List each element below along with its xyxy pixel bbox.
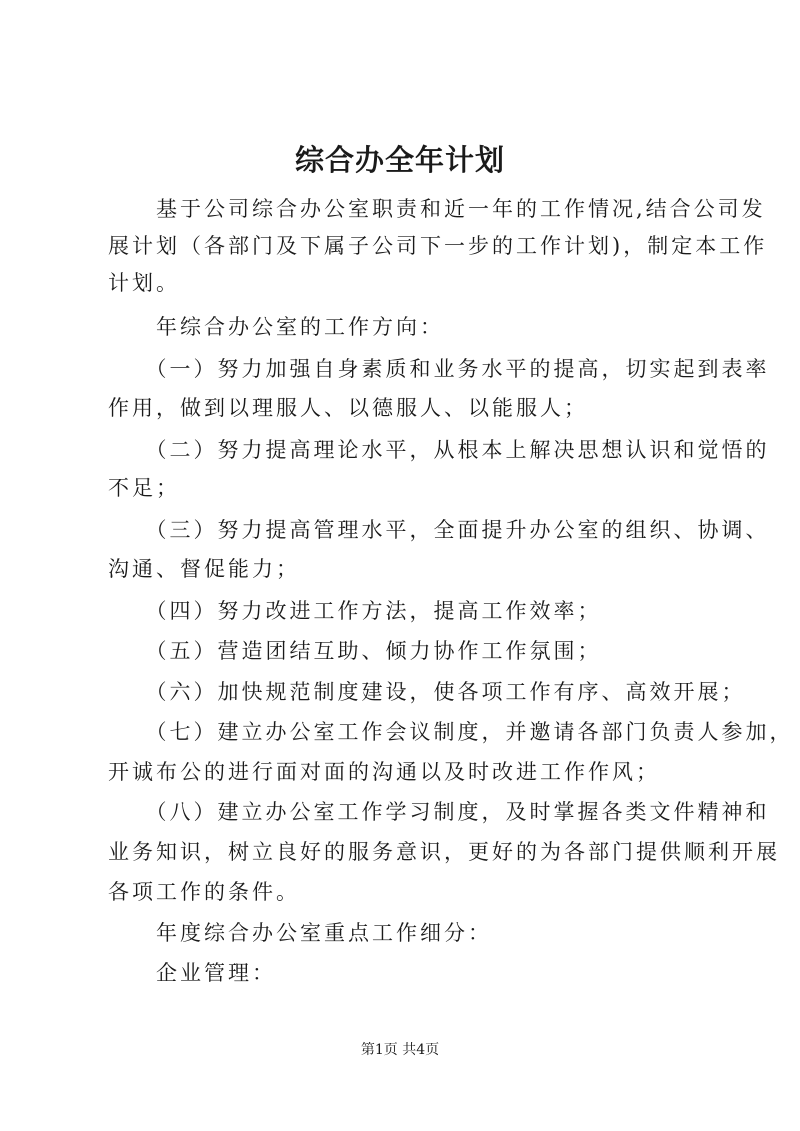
body-line: （七）建立办公室工作会议制度，并邀请各部门负责人参加，: [108, 720, 794, 744]
body-line: 基于公司综合办公室职责和近一年的工作情况,结合公司发: [108, 197, 766, 221]
body-line: （三）努力提高管理水平，全面提升办公室的组织、协调、: [108, 518, 770, 542]
body-line: （二）努力提高理论水平，从根本上解决思想认识和觉悟的: [108, 438, 770, 462]
body-line: 展计划（各部门及下属子公司下一步的工作计划)，制定本工作: [108, 234, 768, 258]
body-line: 不足；: [108, 476, 180, 500]
body-line: 计划。: [108, 271, 180, 295]
body-line: 年度综合办公室重点工作细分：: [108, 921, 492, 945]
body-line: （八）建立办公室工作学习制度，及时掌握各类文件精神和: [108, 800, 770, 824]
body-line: （五）营造团结互助、倾力协作工作氛围；: [108, 639, 602, 663]
body-line: 沟通、督促能力；: [108, 557, 300, 581]
body-line: 企业管理：: [108, 961, 276, 985]
body-line: （六）加快规范制度建设，使各项工作有序、高效开展；: [108, 680, 746, 704]
body-line: 作用，做到以理服人、以德服人、以能服人；: [108, 396, 588, 420]
body-line: 业务知识，树立良好的服务意识，更好的为各部门提供顺利开展: [108, 840, 780, 864]
body-line: 各项工作的条件。: [108, 880, 300, 904]
body-line: （一）努力加强自身素质和业务水平的提高，切实起到表率: [108, 357, 770, 381]
document-title: 综合办全年计划: [294, 143, 505, 177]
page-number-footer: 第1页 共4页: [360, 1042, 440, 1058]
body-line: （四）努力改进工作方法，提高工作效率；: [108, 599, 602, 623]
body-line: 年综合办公室的工作方向：: [108, 315, 444, 339]
body-line: 开诚布公的进行面对面的沟通以及时改进工作作风；: [108, 760, 660, 784]
